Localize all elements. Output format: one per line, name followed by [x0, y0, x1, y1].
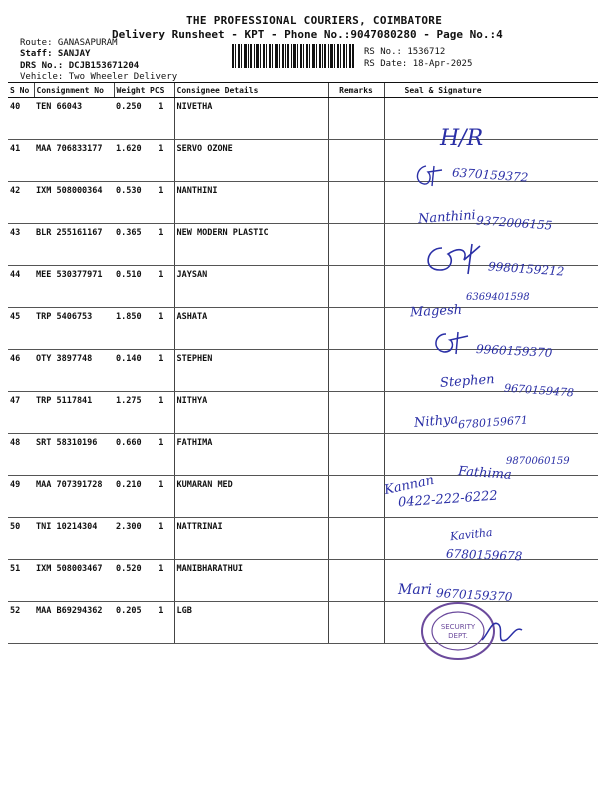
cell-consignment: MAA B69294362 [34, 602, 114, 644]
signature-45: 9960159370 [475, 342, 553, 360]
signature-46-name: Stephen [439, 372, 496, 391]
signature-40: H/R [440, 126, 484, 151]
cell-weight: 2.300 [114, 518, 148, 560]
cell-consignee: KUMARAN MED [174, 476, 328, 518]
cell-weight: 1.620 [114, 140, 148, 182]
cell-sno: 50 [8, 518, 34, 560]
cell-weight: 0.250 [114, 98, 148, 140]
cell-pcs: 1 [148, 350, 174, 392]
signature-49-name: Kannan [382, 472, 436, 499]
cell-sno: 47 [8, 392, 34, 434]
runsheet-title: Delivery Runsheet - KPT - Phone No.:9047080280 - Page No.:4 [112, 28, 503, 41]
cell-consignment: TEN 66043 [34, 98, 114, 140]
cell-remarks [328, 602, 384, 644]
cell-sno: 44 [8, 266, 34, 308]
cell-weight: 0.365 [114, 224, 148, 266]
signature-46-number: 9670159478 [503, 381, 575, 400]
cell-sno: 49 [8, 476, 34, 518]
signature-scribble-45 [428, 330, 476, 356]
cell-weight: 0.510 [114, 266, 148, 308]
cell-pcs: 1 [148, 392, 174, 434]
cell-consignment: OTY 3897748 [34, 350, 114, 392]
cell-sno: 41 [8, 140, 34, 182]
signature-scribble-52 [478, 610, 528, 650]
col-consignment: Consignment No [34, 83, 114, 98]
cell-weight: 0.205 [114, 602, 148, 644]
signature-41: 6370159372 [451, 165, 529, 185]
signature-scribble-41 [412, 162, 452, 188]
rs-date: RS Date: 18-Apr-2025 [364, 59, 473, 69]
cell-consignee: JAYSAN [174, 266, 328, 308]
cell-consignment: SRT 58310196 [34, 434, 114, 476]
cell-signature [384, 98, 598, 140]
cell-remarks [328, 392, 384, 434]
cell-sno: 45 [8, 308, 34, 350]
cell-weight: 0.210 [114, 476, 148, 518]
vehicle-label: Vehicle: Two Wheeler Delivery [20, 72, 178, 82]
signature-48-number: 9870060159 [506, 456, 570, 467]
cell-remarks [328, 350, 384, 392]
cell-pcs: 1 [148, 476, 174, 518]
cell-consignee: MANIBHARATHUI [174, 560, 328, 602]
cell-remarks [328, 308, 384, 350]
cell-consignment: TRP 5117841 [34, 392, 114, 434]
cell-remarks [328, 140, 384, 182]
svg-text:SECURITY: SECURITY [440, 623, 476, 631]
cell-pcs: 1 [148, 266, 174, 308]
signature-47-number: 6780159671 [457, 413, 529, 432]
cell-remarks [328, 224, 384, 266]
cell-remarks [328, 518, 384, 560]
signature-44-name: Magesh [409, 302, 463, 321]
cell-weight: 0.520 [114, 560, 148, 602]
table-row [8, 98, 598, 140]
cell-remarks [328, 476, 384, 518]
cell-weight: 0.140 [114, 350, 148, 392]
cell-weight: 0.660 [114, 434, 148, 476]
cell-sno: 52 [8, 602, 34, 644]
signature-51-name: Mari [398, 582, 432, 598]
cell-consignment: BLR 255161167 [34, 224, 114, 266]
cell-consignment: IXM 508000364 [34, 182, 114, 224]
signature-50-name: Kavitha [449, 525, 494, 544]
cell-remarks [328, 266, 384, 308]
cell-pcs: 1 [148, 434, 174, 476]
cell-sno: 43 [8, 224, 34, 266]
signature-51: 9670159370 [435, 586, 513, 604]
col-seal-signature: Seal & Signature [384, 83, 598, 98]
cell-pcs: 1 [148, 602, 174, 644]
staff-label: Staff: SANJAY [20, 49, 91, 59]
col-pcs: PCS [148, 83, 174, 98]
col-sno: S No [8, 83, 34, 98]
col-consignee: Consignee Details [174, 83, 328, 98]
signature-48-name: Fathima [457, 464, 513, 483]
cell-pcs: 1 [148, 518, 174, 560]
cell-consignee: NATTRINAI [174, 518, 328, 560]
cell-pcs: 1 [148, 182, 174, 224]
cell-consignee: FATHIMA [174, 434, 328, 476]
cell-pcs: 1 [148, 560, 174, 602]
col-remarks: Remarks [328, 83, 384, 98]
signature-44-number: 6369401598 [466, 292, 530, 303]
cell-consignee: NANTHINI [174, 182, 328, 224]
cell-consignee: LGB [174, 602, 328, 644]
cell-consignee: NEW MODERN PLASTIC [174, 224, 328, 266]
rs-number: RS No.: 1536712 [364, 47, 446, 57]
cell-consignment: MEE 530377971 [34, 266, 114, 308]
cell-sno: 40 [8, 98, 34, 140]
cell-consignment: TRP 5406753 [34, 308, 114, 350]
cell-remarks [328, 434, 384, 476]
cell-consignee: STEPHEN [174, 350, 328, 392]
route-label: Route: GANASAPURAM [20, 38, 118, 48]
signature-42-number: 9372006155 [475, 213, 553, 233]
cell-remarks [328, 182, 384, 224]
cell-consignee: ASHATA [174, 308, 328, 350]
cell-pcs: 1 [148, 98, 174, 140]
cell-sno: 51 [8, 560, 34, 602]
cell-sno: 42 [8, 182, 34, 224]
table-header-row [8, 83, 598, 98]
cell-consignee: SERVO OZONE [174, 140, 328, 182]
cell-consignee: NITHYA [174, 392, 328, 434]
cell-weight: 1.275 [114, 392, 148, 434]
signature-scribble-43 [420, 242, 492, 276]
cell-sno: 46 [8, 350, 34, 392]
cell-remarks [328, 560, 384, 602]
signature-49-number: 0422-222-6222 [397, 488, 499, 511]
col-weight: Weight [114, 83, 148, 98]
company-title: THE PROFESSIONAL COURIERS, COIMBATORE [186, 14, 443, 27]
cell-consignment: IXM 508003467 [34, 560, 114, 602]
cell-sno: 48 [8, 434, 34, 476]
cell-weight: 1.850 [114, 308, 148, 350]
drs-number: DRS No.: DCJB153671204 [20, 61, 140, 71]
cell-remarks [328, 98, 384, 140]
cell-pcs: 1 [148, 308, 174, 350]
signature-47-name: Nithya [413, 412, 459, 431]
cell-pcs: 1 [148, 140, 174, 182]
cell-consignment: TNI 10214304 [34, 518, 114, 560]
signature-50-number: 6780159678 [445, 546, 523, 564]
cell-weight: 0.530 [114, 182, 148, 224]
cell-consignee: NIVETHA [174, 98, 328, 140]
signature-42-name: Nanthini [417, 208, 477, 227]
signature-43: 9980159212 [487, 259, 565, 279]
cell-consignment: MAA 706833177 [34, 140, 114, 182]
barcode [232, 44, 354, 68]
table-row [8, 224, 598, 266]
svg-text:DEPT.: DEPT. [448, 632, 468, 640]
cell-pcs: 1 [148, 224, 174, 266]
cell-consignment: MAA 707391728 [34, 476, 114, 518]
